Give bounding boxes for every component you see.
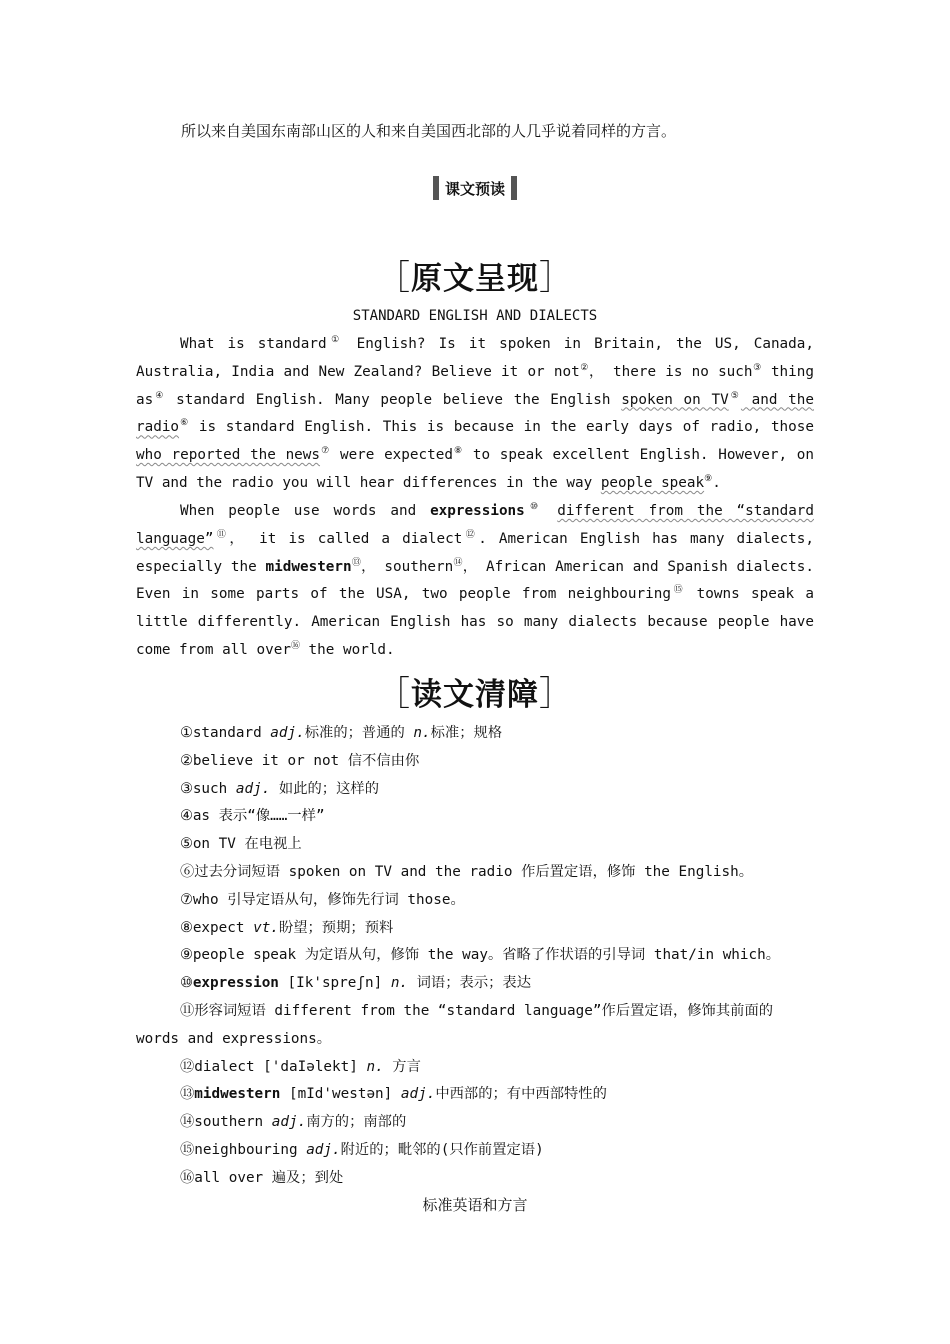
text: ， southern [361, 558, 454, 575]
bold-term: expressions [430, 503, 525, 519]
intro-sentence: 所以来自美国东南部山区的人和来自美国西北部的人几乎说着同样的方言。 [181, 122, 677, 140]
definition: 词语；表示；表达 [408, 975, 532, 992]
note-item [136, 803, 814, 831]
note-marker: ⑧ [452, 446, 464, 457]
text: English? Is it spoken in Britain, the US, Canada, Australia, India and New Zealand? Believe it or not [136, 336, 814, 380]
note-term: such [192, 780, 236, 797]
note-item [136, 887, 814, 915]
part-of-speech: adj. [235, 780, 271, 797]
note-marker: ⑯ [290, 640, 300, 651]
part-of-speech: adj. [271, 1114, 307, 1131]
note-term: southern [194, 1114, 272, 1131]
definition: 方言 [383, 1058, 421, 1075]
part-of-speech: n. [390, 975, 409, 992]
bracket-close: ］ [539, 674, 574, 714]
bracket-open: ［ [376, 258, 411, 298]
text: ， there is no such [588, 363, 753, 380]
text: towns speak a little differently. American English has so many dialects because people have come from all over [136, 586, 814, 658]
bracket-close: ］ [539, 258, 574, 298]
note-number: ⑯ [180, 1169, 195, 1186]
passage-title: STANDARD ENGLISH AND DIALECTS [352, 308, 598, 324]
part-of-speech: n. [366, 1058, 384, 1075]
note-marker: ⑩ [524, 502, 544, 512]
note-term: midwestern [194, 1086, 281, 1103]
definition: 附近的；毗邻的(只作前置定语) [340, 1141, 544, 1158]
section-tag-label: 课文预读 [444, 179, 505, 198]
text: thing as [136, 363, 814, 408]
note-term: expression [192, 975, 279, 992]
text: . [712, 474, 721, 491]
underlined-phrase: spoken on TV [621, 391, 729, 408]
note-text: people speak 为定语从句，修饰 the way。省略了作状语的引导词 that/in which。 [192, 947, 781, 964]
tag-bar-right [511, 176, 517, 200]
note-number: ⑤ [180, 836, 193, 853]
text: When people use words and [180, 503, 431, 519]
note-text: believe it or not 信不信由你 [192, 752, 420, 769]
text: ， it is called a dialect [229, 530, 463, 547]
note-item [136, 998, 814, 1054]
part-of-speech: n. [413, 725, 431, 741]
text: were expected [330, 447, 453, 464]
passage-paragraph-1 [136, 331, 814, 498]
passage-paragraph-2 [136, 498, 814, 665]
note-marker: ⑮ [670, 585, 686, 596]
definition: 标准的；普通的 [304, 725, 405, 741]
vocabulary-notes [136, 720, 814, 1193]
text: is standard English. This is because in the early days of radio, those [189, 419, 814, 436]
note-number: ⑨ [180, 947, 193, 964]
definition: 盼望；预期；预料 [278, 919, 394, 936]
note-item [136, 1165, 814, 1193]
note-item [136, 1137, 814, 1165]
phonetic: ['daIəlekt] [263, 1058, 367, 1075]
text: What is standard [180, 336, 327, 352]
note-item [136, 942, 814, 970]
part-of-speech: vt. [253, 919, 279, 936]
part-of-speech: adj. [270, 725, 305, 741]
note-term: dialect [194, 1058, 264, 1075]
text [543, 503, 557, 519]
note-item [136, 915, 814, 943]
part-of-speech: adj. [400, 1086, 436, 1103]
text: . American English has many dialects, especially the [136, 530, 814, 575]
note-text: as 表示“像……一样” [192, 808, 325, 825]
note-item [136, 720, 814, 748]
note-text: who 引导定语从句，修饰先行词 those。 [192, 891, 465, 908]
note-number: ② [180, 752, 193, 769]
phonetic: [Ik'spreʃn] [278, 975, 391, 992]
note-number: ③ [180, 780, 193, 797]
note-item [136, 1081, 814, 1109]
note-marker: ③ [752, 362, 762, 373]
definition: 中西部的；有中西部特性的 [435, 1086, 607, 1103]
note-number: ⑮ [180, 1141, 195, 1158]
section-tag [0, 176, 950, 204]
note-number: ⑭ [180, 1114, 195, 1131]
note-number: ⑫ [180, 1058, 195, 1075]
note-item [136, 776, 814, 804]
text: standard English. Many people believe the English [165, 391, 622, 408]
phonetic: [mId'westən] [280, 1086, 401, 1103]
note-term: standard [192, 725, 271, 741]
text: the world. [299, 641, 395, 658]
note-item [136, 1054, 814, 1082]
note-item [136, 970, 814, 998]
note-marker: ② [579, 362, 589, 373]
note-marker: ⑦ [320, 446, 331, 457]
definition: 南方的；南部的 [306, 1114, 407, 1131]
heading-label: 读文清障 [411, 677, 539, 713]
underlined-phrase: different from the “standard language” [136, 503, 815, 547]
note-number: ⑩ [180, 975, 193, 992]
note-marker: ④ [153, 390, 166, 401]
note-number: ④ [180, 808, 193, 825]
note-number: ⑧ [180, 919, 193, 936]
definition: 如此的；这样的 [270, 780, 379, 797]
note-marker: ⑬ [351, 557, 362, 568]
note-marker: ⑫ [462, 529, 479, 540]
note-number: ⑪ [180, 1002, 195, 1019]
note-marker: ① [326, 335, 344, 345]
text: to speak excellent English. However, on TV and the radio you will hear differences in the way [136, 447, 814, 491]
note-item [136, 831, 814, 859]
note-marker: ⑨ [704, 473, 713, 484]
note-marker: ⑤ [728, 390, 741, 401]
note-text: 形容词短语 different from the “standard language”作后置定语，修饰其前面的 words and expressions。 [136, 1002, 774, 1047]
translation-title: 标准英语和方言 [422, 1196, 528, 1214]
underlined-phrase: people speak [600, 474, 705, 491]
note-item [136, 1109, 814, 1137]
underlined-phrase: and the radio [136, 391, 814, 436]
underlined-phrase: who reported the news [136, 447, 321, 464]
bracket-open: ［ [376, 674, 411, 714]
text: ， African American and Spanish dialects. Even in some parts of the USA, two people from neighbouring [136, 558, 814, 603]
note-item [136, 859, 814, 887]
note-marker: ⑪ [213, 529, 230, 540]
note-term: neighbouring [194, 1141, 307, 1158]
note-term: expect [192, 919, 254, 936]
part-of-speech: adj. [306, 1141, 341, 1158]
note-item [136, 748, 814, 776]
note-text: on TV 在电视上 [192, 836, 302, 853]
definition: 标准；规格 [430, 725, 503, 741]
note-number: ⑥ [180, 863, 195, 880]
note-number: ⑬ [180, 1086, 195, 1103]
note-number: ⑦ [180, 891, 193, 908]
heading-label: 原文呈现 [411, 261, 539, 297]
bold-term: midwestern [265, 558, 352, 575]
note-text: 过去分词短语 spoken on TV and the radio 作后置定语，修饰 the English。 [194, 863, 754, 880]
note-number: ① [180, 725, 193, 741]
heading-clear-reading [0, 666, 950, 715]
tag-bar-left [433, 176, 439, 200]
heading-original-text [0, 250, 950, 299]
note-marker: ⑥ [179, 418, 190, 429]
note-marker: ⑭ [453, 557, 463, 568]
note-text: all over 遍及；到处 [194, 1169, 344, 1186]
